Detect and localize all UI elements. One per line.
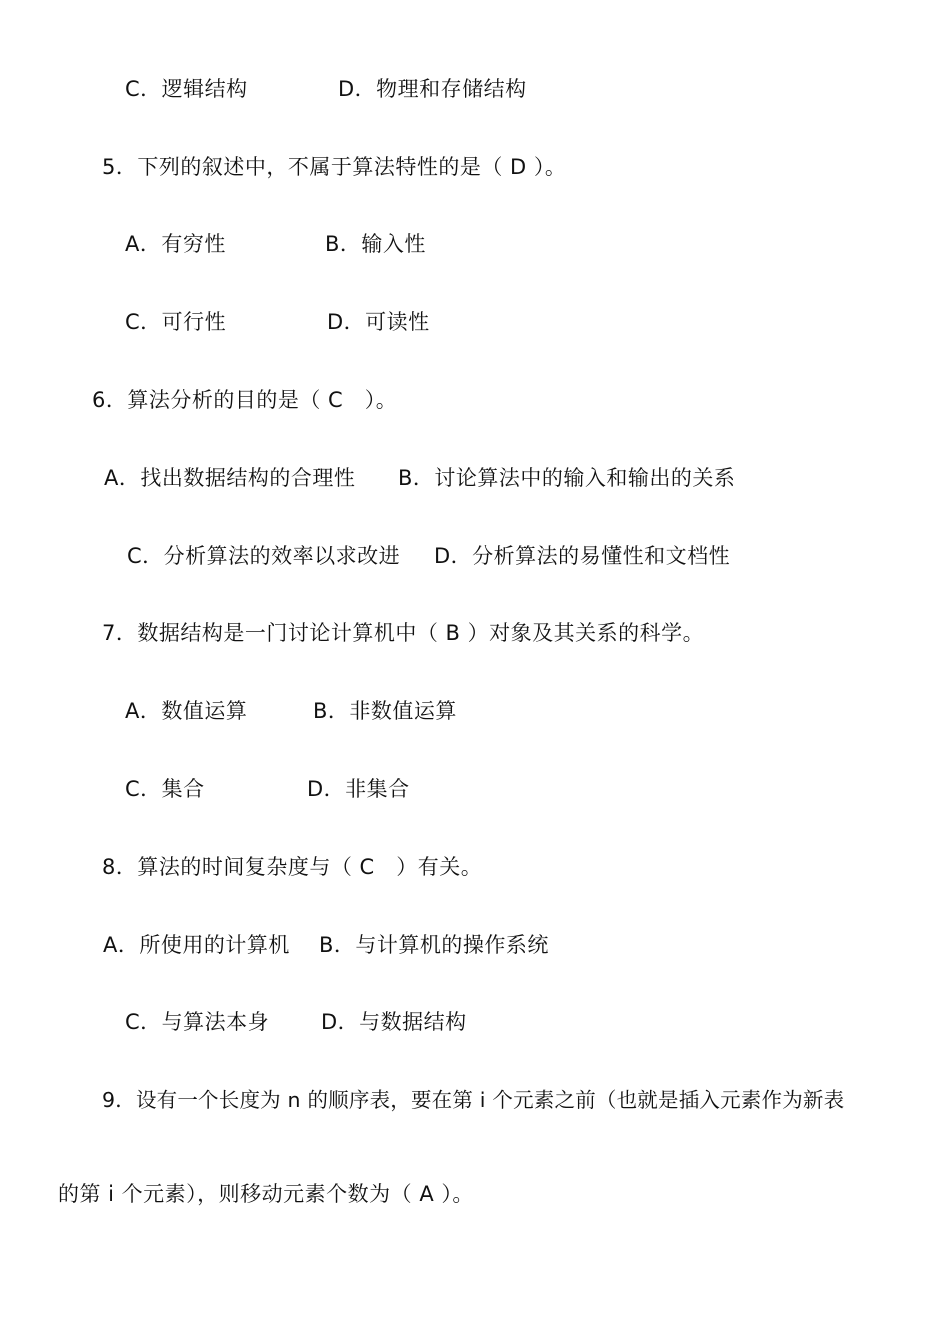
- q4-option-d: D．物理和存储结构: [338, 77, 527, 101]
- q9-stem-line2: 的第 i 个元素），则移动元素个数为（ A ）。: [58, 1182, 474, 1206]
- q9-stem-line1: 9．设有一个长度为 n 的顺序表，要在第 i 个元素之前（也就是插入元素作为新表: [102, 1088, 845, 1112]
- q4-option-c: C．逻辑结构: [125, 77, 248, 101]
- q8-option-a: A．所使用的计算机: [103, 933, 290, 957]
- q7-option-d: D．非集合: [307, 777, 410, 801]
- q8-option-b: B．与计算机的操作系统: [319, 933, 549, 957]
- q7-option-c: C．集合: [125, 777, 205, 801]
- q6-stem: 6．算法分析的目的是（ C ）。: [92, 388, 398, 412]
- q5-stem: 5．下列的叙述中，不属于算法特性的是（ D ）。: [102, 155, 567, 179]
- q8-stem: 8．算法的时间复杂度与（ C ）有关。: [102, 855, 483, 879]
- q6-option-d: D．分析算法的易懂性和文档性: [434, 544, 731, 568]
- q5-option-d: D．可读性: [327, 310, 430, 334]
- q5-option-c: C．可行性: [125, 310, 227, 334]
- q8-option-c: C．与算法本身: [125, 1010, 270, 1034]
- q7-stem: 7．数据结构是一门讨论计算机中（ B ）对象及其关系的科学。: [102, 621, 705, 645]
- q7-option-b: B．非数值运算: [313, 699, 457, 723]
- q5-option-a: A．有穷性: [125, 232, 226, 256]
- q6-option-c: C．分析算法的效率以求改进: [127, 544, 401, 568]
- q8-option-d: D．与数据结构: [321, 1010, 467, 1034]
- q6-option-a: A．找出数据结构的合理性: [104, 466, 356, 490]
- q6-option-b: B．讨论算法中的输入和输出的关系: [398, 466, 736, 490]
- q5-option-b: B．输入性: [325, 232, 426, 256]
- q7-option-a: A．数值运算: [125, 699, 248, 723]
